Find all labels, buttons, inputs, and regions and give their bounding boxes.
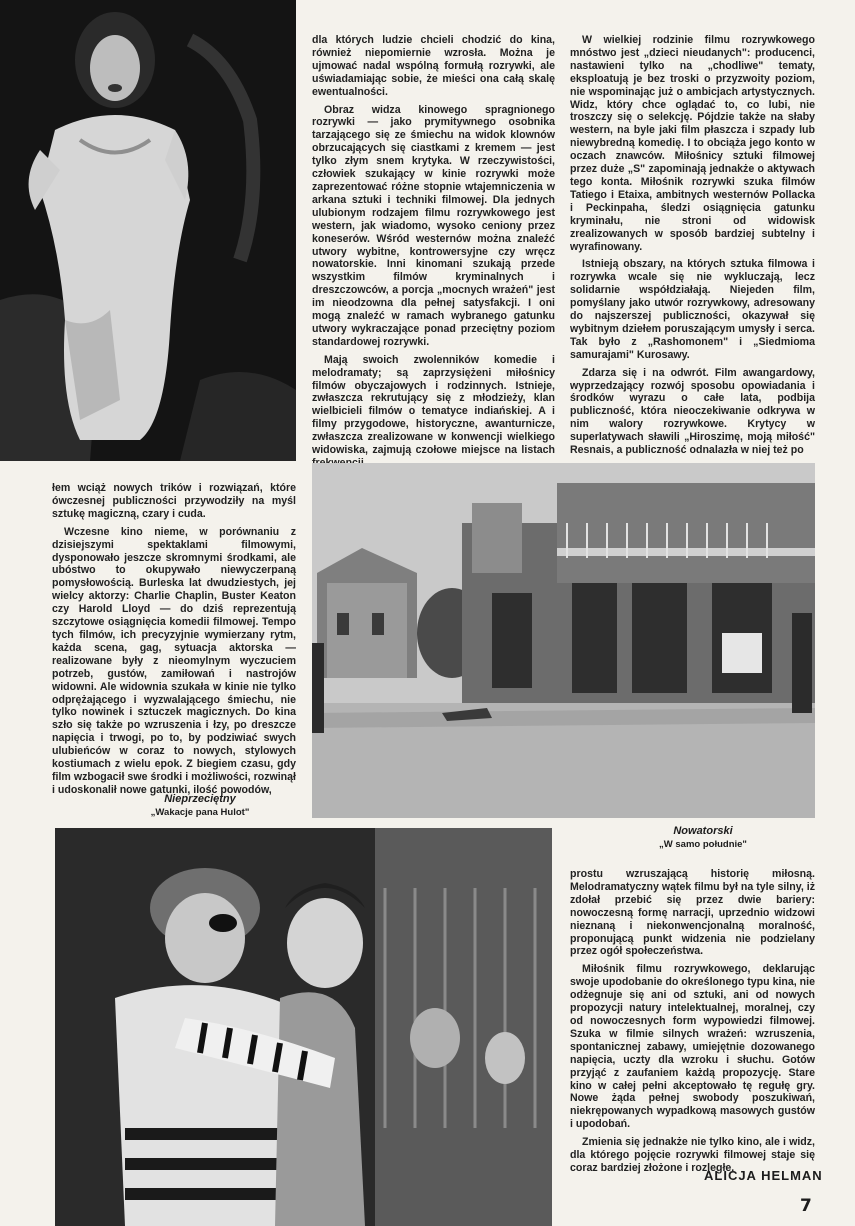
article-column-bottom-right — [570, 868, 815, 1180]
paragraph: Mają swoich zwolenników komedie i melodramaty; są zaprzysiężeni miłośnicy filmów obyczajowych i rodzinnych. Istnieje, zwłaszcza rekrutujący się z młodzieży, klan wielbicieli filmów o tematyce indiańskiej. A i filmy przygodowe, historyczne, awanturnicze, zwłaszcza zrealizowane w konwencji wielkiego widowiska, zajmują czołowe miejsce na listach — [312, 353, 555, 457]
paragraph: łem wciąż nowych trików i rozwiązań, które ówczesnej publiczności przywodziły na myśl sztukę magiczną, czary i cuda. — [52, 482, 296, 520]
paragraph: Istnieją obszary, na których sztuka filmowa i rozrywka wcale się nie wykluczają, lecz solidarnie współdziałają. Niejeden film, pomyślany jako utwór rozrywkowy, adresowany do najszerszej publiczności, okazywał się wybitnym dziełem poruszającym umysły i serca. Tak było z „Rashomonem" i „Siedmioma samurajami" Kurosawy. — [570, 258, 815, 361]
article-column-top-middle — [312, 34, 555, 475]
page-number: 7 — [800, 1196, 812, 1216]
paragraph: prostu wzruszającą historię miłosną. Melodramatyczny wątek filmu był na tyle silny, iż zdołał przebić się przez dwie bariery: nowoczesną formę narracji, uprzednio widzowi nieznaną i niekonwencjonalną moralność, proponującą punkt widzenia nie podzielany przez ogół społeczeństwa. — [570, 868, 815, 958]
paragraph: Zdarza się i na odwrót. Film awangardowy, wyprzedzający rozwój sposobu opowiadania i środków wyrazu o całe lata, podbija publiczność, która nieoczekiwanie odkrywa w nim walory rozrywkowe. Krytycy w superlatywach sławili „Hiroszimę, moją miłość" Resnais, a publiczność odnalazła w niej też po — [570, 366, 815, 457]
paragraph: Obraz widza kinowego spragnionego rozrywki — jako prymitywnego osobnika tarzającego się ze śmiechu na widok klownów obrzucających się ciastkami z kremem — jest tylko złym snem krytyka. W rzeczywistości, człowiek szukający w kinie rozrywki może zaprezentować różne stopnie wtajemniczenia w arkana sztuki i techniki filmowej. Dla jednych ulubionym rodzajem filmu rozrywkowego jest western, jak wiadomo, wysoko ceniony przez koneserów. Wśród westernów można znaleźć utwory wybitne, kontrowersyjne czy wręcz nowatorskie. Inni kinomani szukają przede wszystkim filmów kryminalnych i dreszczowców, a porcja „mocnych wrażeń" jest im nieodzowna dla pełnej satysfakcji. I oni mogą znaleźć w ramach wybranego gatunku utwory wykraczające ponad przeciętny poziom standardowej rozrywki. — [312, 103, 555, 348]
author-name: ALICJA HELMAN — [704, 1168, 823, 1183]
caption-label: Nowatorski — [673, 825, 733, 837]
paragraph: W wielkiej rodzinie filmu rozrywkowego mnóstwo jest „dzieci nieudanych": producenci, nastawieni tylko na „chodliwe" tematy, eksploatują je bez troski o przyzwoity poziom, nie wspominając już o ambicjach artystycznych. Widz, który chce oglądać to, co lubi, nie troszczy się o selekcję. Pójdzie także na słaby western, na byle jaki film płaszcza i szpady lub niewybredną komedię. I to obciąża jego konto w oczach znawców. Miłośnicy sztuki filmowej przez duże „S" zapominają jednakże o aktywach tego konta. Miłośnik rozrywki szuka filmów Tatiego i Etaixa, ambitnych westernów Pollacka i Peckinpaha, śledzi osiągnięcia gatunku kryminału, nie stroni od widowisk zrealizowanych w sposób bardziej subtelny i wyrafinowany. — [570, 34, 815, 253]
caption-title: „Wakacje pana Hulot" — [150, 807, 250, 818]
paragraph: Miłośnik filmu rozrywkowego, deklarując swoje upodobanie do określonego typu kina, nie odżegnuje się ani od sztuki, ani od nowych propozycji natury intelektualnej, moralnej, czy od nowoczesnych form wypowiedzi filmowej. Szuka w filmie silnych wrażeń: wzruszenia, spontanicznej zabawy, umiejętnie dozowanego napięcia, uczty dla wzroku i słuchu. Gotów przyjąć z zaufaniem każdą propozycję. Stare kino w całej pełni akceptowało tę regułę gry. Nowe żąda pełnej swobody poszukiwań, niekrępowanych wypadkową masowych gustów i upodobań. — [570, 963, 815, 1131]
caption-noon — [628, 825, 778, 851]
caption-hulot — [120, 793, 280, 819]
paragraph: dla których ludzie chcieli chodzić do kina, również niepomiernie wzrosła. Można je ujmować nadal wspólną formułą rozrywki, ale uświadamiając sobie, że mieści ona całą skalę ewentualności. — [312, 34, 555, 98]
article-column-middle-left — [52, 482, 296, 802]
paragraph: Zmienia się jednakże nie tylko kino, ale i widz, dla którego pojęcie rozrywki filmowej staje się coraz bardziej złożone i rozległe. — [570, 1136, 815, 1174]
caption-label: Nieprzeciętny — [164, 793, 236, 805]
caption-title: „W samo południe" — [659, 839, 747, 850]
article-column-top-right — [570, 34, 815, 462]
photo-western-town — [312, 463, 815, 818]
photo-pirate-costume-scene — [55, 828, 552, 1226]
photo-woman-nightgown — [0, 0, 296, 461]
paragraph: Wczesne kino nieme, w porównaniu z dzisiejszymi spektaklami filmowymi, dysponowało jeszcze skromnymi środkami, ale ubóstwo to okupywało niewyczerpaną pomysłowością. Burleska lat dwudziestych, jej wielcy aktorzy: Charlie Chaplin, Buster Keaton czy Harold Lloyd — do dziś reprezentują szczytowe osiągnięcia komedii filmowej. Tempo tych filmów, ich precyzyjnie wymierzany rytm, każda scena, gag, sytuacja aktorska — realizowane były z nieomylnym wyczuciem potrzeb, gustów, zamiłowań i nastrojów widowni. Ale widownia szukała w kinie nie tylko odprężającego i wyzwalającego śmiechu, nie tylko nowinek i sztuczek magicznych. Do kina szło się także po wzruszenia i łzy, po dreszcze napięcia i trwogi, po to, by podziwiać swych ulubieńców w coraz to nowych, stylowych kostiumach z wielu epok. Z biegiem czasu, gdy film wzbogacił swe środki i możliwości, rozwinął i udoskonalił nowe gatunki, ilość powodów, — [52, 525, 296, 796]
